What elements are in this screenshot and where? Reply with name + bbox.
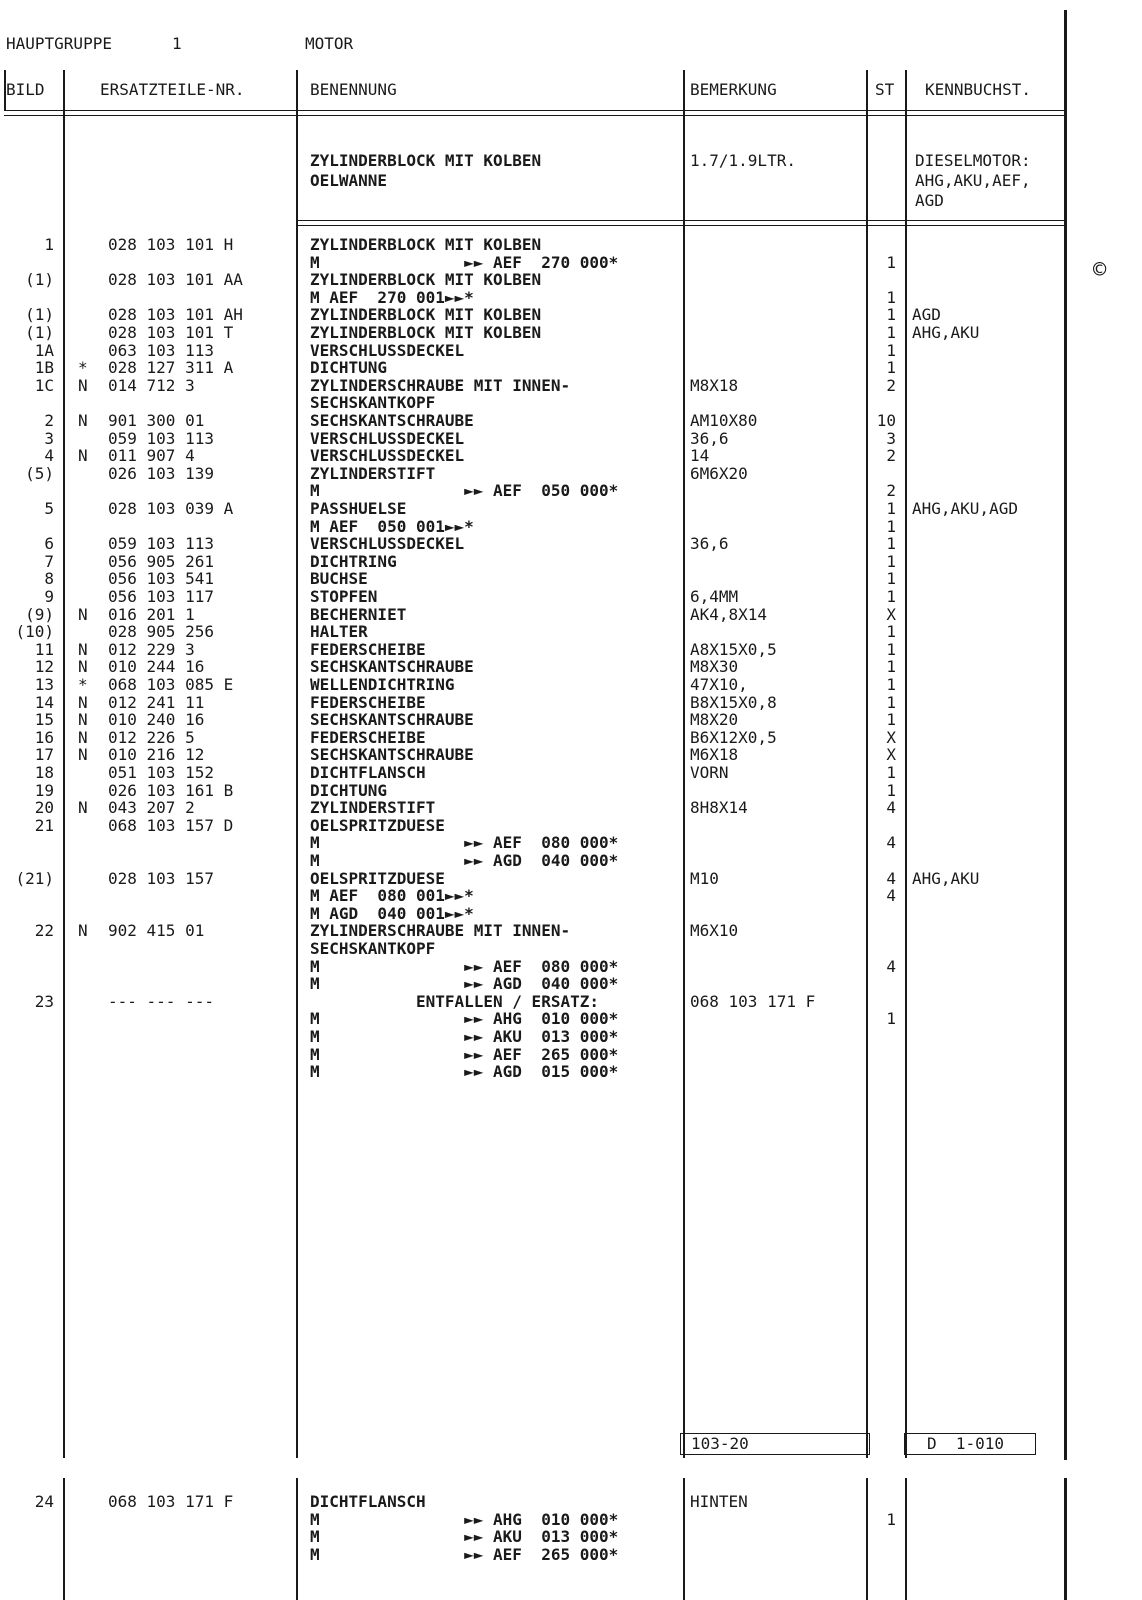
- row-name: ENTFALLEN / ERSATZ:: [310, 992, 599, 1011]
- row-flag: N: [78, 605, 88, 624]
- row-remark: M6X18: [690, 745, 739, 764]
- row-part-number: 056 905 261: [108, 552, 214, 571]
- col-divider-1: [63, 70, 65, 1458]
- row-name: BECHERNIET: [310, 605, 407, 624]
- row-name: SECHSKANTSCHRAUBE: [310, 710, 474, 729]
- group-number: 1: [172, 34, 182, 53]
- row-part-number: 068 103 171 F: [108, 1492, 234, 1511]
- page-ref-box: [680, 1433, 870, 1455]
- frame-left-header: [4, 70, 6, 110]
- page-ref: 103-20: [691, 1434, 749, 1453]
- row-bild: (9): [25, 605, 54, 624]
- row-st: 1: [886, 534, 896, 553]
- cont-divider-5: [905, 1478, 907, 1600]
- row-remark: B6X12X0,5: [690, 728, 777, 747]
- row-st: 2: [886, 446, 896, 465]
- row-name: SECHSKANTSCHRAUBE: [310, 411, 474, 430]
- row-name: VERSCHLUSSDECKEL: [310, 534, 465, 553]
- cont-frame-right: [1064, 1478, 1067, 1600]
- row-remark: 36,6: [690, 429, 729, 448]
- row-part-number: 016 201 1: [108, 605, 195, 624]
- title-remark: 1.7/1.9LTR.: [690, 151, 796, 170]
- row-bild: 2: [44, 411, 54, 430]
- row-name: ZYLINDERBLOCK MIT KOLBEN: [310, 235, 542, 254]
- row-bild: 14: [34, 693, 54, 712]
- margin-mark: ©: [1093, 258, 1107, 283]
- row-part-number: 026 103 161 B: [108, 781, 234, 800]
- cont-divider-4: [866, 1478, 868, 1600]
- row-name: M ►► AEF 080 000*: [310, 957, 619, 976]
- row-part-number: 010 244 16: [108, 657, 205, 676]
- row-part-number: 056 103 541: [108, 569, 214, 588]
- row-st: 1: [886, 587, 896, 606]
- frame-right: [1064, 10, 1067, 1460]
- row-flag: N: [78, 376, 88, 395]
- row-part-number: 028 103 101 AH: [108, 305, 243, 324]
- row-bild: 1A: [34, 341, 54, 360]
- row-name: M ►► AGD 040 000*: [310, 974, 619, 993]
- row-remark: A8X15X0,5: [690, 640, 777, 659]
- row-remark: 8H8X14: [690, 798, 748, 817]
- row-bild: (1): [25, 270, 54, 289]
- row-bild: 18: [34, 763, 54, 782]
- row-name: ZYLINDERBLOCK MIT KOLBEN: [310, 323, 542, 342]
- row-st: 1: [886, 640, 896, 659]
- row-name: ZYLINDERBLOCK MIT KOLBEN: [310, 270, 542, 289]
- row-bild: 6: [44, 534, 54, 553]
- row-name: M AGD 040 001►►*: [310, 904, 474, 923]
- title-name-2: OELWANNE: [310, 171, 388, 190]
- row-st: 1: [886, 710, 896, 729]
- row-st: 1: [886, 622, 896, 641]
- row-name: M ►► AEF 270 000*: [310, 253, 619, 272]
- title-code-3: AGD: [915, 191, 944, 210]
- row-code: AHG,AKU: [912, 869, 980, 888]
- title-double-rule: [296, 220, 1065, 226]
- row-st: 4: [886, 886, 896, 905]
- row-part-number: 068 103 157 D: [108, 816, 234, 835]
- row-bild: 19: [34, 781, 54, 800]
- row-flag: *: [78, 675, 88, 694]
- row-part-number: 051 103 152: [108, 763, 214, 782]
- row-name: SECHSKANTSCHRAUBE: [310, 657, 474, 676]
- row-st: 1: [886, 288, 896, 307]
- row-bild: 1B: [34, 358, 54, 377]
- row-remark: AK4,8X14: [690, 605, 768, 624]
- row-st: 1: [886, 693, 896, 712]
- row-name: M ►► AHG 010 000*: [310, 1510, 619, 1529]
- col-header-part: ERSATZTEILE-NR.: [100, 80, 245, 99]
- row-part-number: 059 103 113: [108, 429, 214, 448]
- row-name: DICHTUNG: [310, 781, 388, 800]
- row-bild: 20: [34, 798, 54, 817]
- row-bild: (5): [25, 464, 54, 483]
- row-bild: (1): [25, 323, 54, 342]
- row-flag: *: [78, 358, 88, 377]
- page-code-box: [904, 1433, 1036, 1455]
- row-st: 1: [886, 1510, 896, 1529]
- header-double-rule: [4, 110, 1065, 116]
- row-st: 1: [886, 552, 896, 571]
- row-bild: 24: [34, 1492, 54, 1511]
- row-flag: N: [78, 657, 88, 676]
- row-st: X: [886, 728, 896, 747]
- row-remark: B8X15X0,8: [690, 693, 777, 712]
- row-part-number: 028 905 256: [108, 622, 214, 641]
- row-name: FEDERSCHEIBE: [310, 640, 426, 659]
- cont-divider-3: [683, 1478, 685, 1600]
- row-st: 1: [886, 305, 896, 324]
- row-part-number: 902 415 01: [108, 921, 205, 940]
- row-name: M ►► AEF 265 000*: [310, 1045, 619, 1064]
- row-part-number: 011 907 4: [108, 446, 195, 465]
- row-st: 1: [886, 569, 896, 588]
- row-st: 4: [886, 833, 896, 852]
- row-bild: 22: [34, 921, 54, 940]
- row-name: M ►► AEF 265 000*: [310, 1545, 619, 1564]
- row-part-number: 068 103 085 E: [108, 675, 234, 694]
- row-part-number: 026 103 139: [108, 464, 214, 483]
- row-flag: N: [78, 446, 88, 465]
- row-remark: 36,6: [690, 534, 729, 553]
- row-bild: (1): [25, 305, 54, 324]
- row-name: BUCHSE: [310, 569, 368, 588]
- row-name: SECHSKANTSCHRAUBE: [310, 745, 474, 764]
- row-name: VERSCHLUSSDECKEL: [310, 341, 465, 360]
- row-name: ZYLINDERSTIFT: [310, 464, 436, 483]
- row-name: DICHTFLANSCH: [310, 1492, 426, 1511]
- row-bild: 12: [34, 657, 54, 676]
- row-name: M ►► AEF 050 000*: [310, 481, 619, 500]
- row-name: ZYLINDERSTIFT: [310, 798, 436, 817]
- row-part-number: 028 103 101 H: [108, 235, 234, 254]
- row-bild: 7: [44, 552, 54, 571]
- row-part-number: 063 103 113: [108, 341, 214, 360]
- row-st: 10: [876, 411, 896, 430]
- row-name: M ►► AKU 013 000*: [310, 1027, 619, 1046]
- row-part-number: 028 103 101 T: [108, 323, 234, 342]
- row-bild: 13: [34, 675, 54, 694]
- row-bild: 17: [34, 745, 54, 764]
- row-remark: AM10X80: [690, 411, 758, 430]
- row-st: 4: [886, 798, 896, 817]
- row-st: 4: [886, 869, 896, 888]
- row-part-number: 059 103 113: [108, 534, 214, 553]
- row-part-number: 028 103 157: [108, 869, 214, 888]
- row-name: M AEF 270 001►►*: [310, 288, 474, 307]
- row-flag: N: [78, 728, 88, 747]
- cont-divider-1: [63, 1478, 65, 1600]
- page-code: D 1-010: [927, 1434, 1005, 1453]
- row-remark: M10: [690, 869, 719, 888]
- col-header-name: BENENNUNG: [310, 80, 397, 99]
- row-part-number: 056 103 117: [108, 587, 214, 606]
- title-code-2: AHG,AKU,AEF,: [915, 171, 1031, 190]
- row-flag: N: [78, 411, 88, 430]
- row-remark: 47X10,: [690, 675, 748, 694]
- row-part-number: 012 229 3: [108, 640, 195, 659]
- row-st: 2: [886, 481, 896, 500]
- row-remark: M6X10: [690, 921, 739, 940]
- row-st: 1: [886, 253, 896, 272]
- row-st: 1: [886, 499, 896, 518]
- row-st: 1: [886, 517, 896, 536]
- title-name-1: ZYLINDERBLOCK MIT KOLBEN: [310, 151, 542, 170]
- row-name: OELSPRITZDUESE: [310, 869, 445, 888]
- row-bild: (10): [15, 622, 54, 641]
- row-st: X: [886, 605, 896, 624]
- row-name: WELLENDICHTRING: [310, 675, 455, 694]
- row-bild: (21): [15, 869, 54, 888]
- row-bild: 8: [44, 569, 54, 588]
- row-st: 2: [886, 376, 896, 395]
- row-name: M ►► AGD 015 000*: [310, 1062, 619, 1081]
- row-remark: 068 103 171 F: [690, 992, 816, 1011]
- row-name: HALTER: [310, 622, 368, 641]
- row-part-number: --- --- ---: [108, 992, 214, 1011]
- row-bild: 9: [44, 587, 54, 606]
- title-code-1: DIESELMOTOR:: [915, 151, 1031, 170]
- col-divider-3: [683, 70, 685, 1458]
- row-part-number: 012 241 11: [108, 693, 205, 712]
- row-remark: M8X20: [690, 710, 739, 729]
- row-name: ZYLINDERBLOCK MIT KOLBEN: [310, 305, 542, 324]
- row-st: 1: [886, 341, 896, 360]
- row-bild: 23: [34, 992, 54, 1011]
- row-bild: 5: [44, 499, 54, 518]
- row-bild: 21: [34, 816, 54, 835]
- row-st: 1: [886, 1009, 896, 1028]
- row-flag: N: [78, 710, 88, 729]
- row-name: PASSHUELSE: [310, 499, 407, 518]
- row-st: X: [886, 745, 896, 764]
- row-part-number: 010 216 12: [108, 745, 205, 764]
- row-flag: N: [78, 693, 88, 712]
- row-st: 3: [886, 429, 896, 448]
- row-name: M ►► AKU 013 000*: [310, 1527, 619, 1546]
- row-name: OELSPRITZDUESE: [310, 816, 445, 835]
- row-part-number: 012 226 5: [108, 728, 195, 747]
- row-bild: 16: [34, 728, 54, 747]
- col-header-st: ST: [875, 80, 895, 99]
- row-st: 1: [886, 657, 896, 676]
- row-remark: 6,4MM: [690, 587, 739, 606]
- row-remark: VORN: [690, 763, 729, 782]
- row-bild: 15: [34, 710, 54, 729]
- row-name: VERSCHLUSSDECKEL: [310, 446, 465, 465]
- row-st: 1: [886, 781, 896, 800]
- row-part-number: 014 712 3: [108, 376, 195, 395]
- row-st: 1: [886, 763, 896, 782]
- row-name: STOPFEN: [310, 587, 378, 606]
- row-name: ZYLINDERSCHRAUBE MIT INNEN-: [310, 921, 571, 940]
- row-name: M AEF 080 001►►*: [310, 886, 474, 905]
- row-name: FEDERSCHEIBE: [310, 728, 426, 747]
- row-name: M ►► AGD 040 000*: [310, 851, 619, 870]
- row-bild: 1: [44, 235, 54, 254]
- row-st: 1: [886, 323, 896, 342]
- row-remark: M8X18: [690, 376, 739, 395]
- row-name: FEDERSCHEIBE: [310, 693, 426, 712]
- row-flag: N: [78, 921, 88, 940]
- row-bild: 3: [44, 429, 54, 448]
- row-code: AHG,AKU: [912, 323, 980, 342]
- row-part-number: 028 103 101 AA: [108, 270, 243, 289]
- row-st: 1: [886, 675, 896, 694]
- row-part-number: 043 207 2: [108, 798, 195, 817]
- row-st: 1: [886, 358, 896, 377]
- col-divider-2: [296, 70, 298, 1458]
- row-name: DICHTFLANSCH: [310, 763, 426, 782]
- row-st: 4: [886, 957, 896, 976]
- row-code: AHG,AKU,AGD: [912, 499, 1018, 518]
- row-name: DICHTUNG: [310, 358, 388, 377]
- row-code: AGD: [912, 305, 941, 324]
- row-part-number: 901 300 01: [108, 411, 205, 430]
- row-part-number: 010 240 16: [108, 710, 205, 729]
- row-remark: 6M6X20: [690, 464, 748, 483]
- row-name: ZYLINDERSCHRAUBE MIT INNEN-: [310, 376, 571, 395]
- row-name: SECHSKANTKOPF: [310, 939, 436, 958]
- row-remark: M8X30: [690, 657, 739, 676]
- col-header-remark: BEMERKUNG: [690, 80, 777, 99]
- cont-divider-2: [296, 1478, 298, 1600]
- group-label: HAUPTGRUPPE: [6, 34, 112, 53]
- row-name: DICHTRING: [310, 552, 397, 571]
- col-header-bild: BILD: [6, 80, 45, 99]
- group-name: MOTOR: [305, 34, 354, 53]
- row-flag: N: [78, 745, 88, 764]
- row-flag: N: [78, 640, 88, 659]
- col-divider-5: [905, 70, 907, 1458]
- row-remark: 14: [690, 446, 710, 465]
- row-bild: 1C: [34, 376, 54, 395]
- row-name: M ►► AHG 010 000*: [310, 1009, 619, 1028]
- col-header-code: KENNBUCHST.: [925, 80, 1031, 99]
- row-name: VERSCHLUSSDECKEL: [310, 429, 465, 448]
- row-bild: 11: [34, 640, 54, 659]
- row-remark: HINTEN: [690, 1492, 748, 1511]
- row-bild: 4: [44, 446, 54, 465]
- row-name: M ►► AEF 080 000*: [310, 833, 619, 852]
- row-name: SECHSKANTKOPF: [310, 393, 436, 412]
- row-part-number: 028 127 311 A: [108, 358, 234, 377]
- row-part-number: 028 103 039 A: [108, 499, 234, 518]
- row-flag: N: [78, 798, 88, 817]
- row-name: M AEF 050 001►►*: [310, 517, 474, 536]
